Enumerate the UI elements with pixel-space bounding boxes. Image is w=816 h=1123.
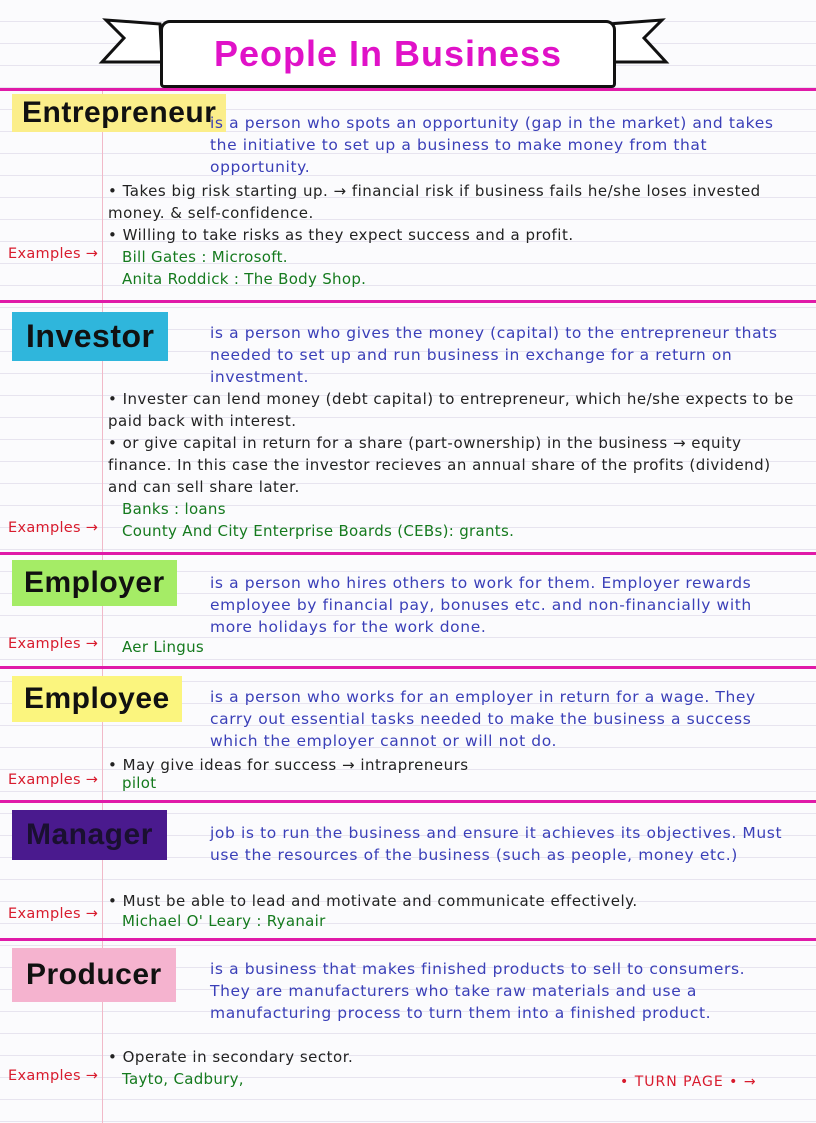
example-item: Bill Gates : Microsoft. <box>122 248 288 266</box>
investor-examples <box>122 498 514 542</box>
examples-label: Examples → <box>8 772 99 788</box>
entrepreneur-bullets <box>108 180 798 246</box>
employee-bullets <box>108 754 798 776</box>
list-item: • Operate in secondary sector. <box>108 1046 798 1068</box>
ribbon-left-decoration <box>98 18 168 68</box>
entrepreneur-definition: is a person who spots an opportunity (gap in the market) and takes the initiative to set up a business to make money from that opportunity. <box>210 114 774 176</box>
investor-bullets <box>108 388 798 498</box>
producer-label: Producer <box>12 948 176 1002</box>
section-entrepreneur <box>0 88 816 300</box>
examples-label: Examples → <box>8 520 99 536</box>
list-item: • Willing to take risks as they expect success and a profit. <box>108 224 798 246</box>
employer-definition: is a person who hires others to work for them. Employer rewards employee by financial pay, bonuses etc. and non-financially with more holidays for the work done. <box>210 574 752 636</box>
producer-definition: is a business that makes finished products to sell to consumers. They are manufacturers who take raw materials and use a manufacturing process to turn them into a finished product. <box>210 960 746 1022</box>
example-item: Banks : loans <box>122 500 226 518</box>
list-item: • May give ideas for success → intrapreneurs <box>108 754 798 776</box>
example-item: County And City Enterprise Boards (CEBs): grants. <box>122 522 515 540</box>
example-item: Anita Roddick : The Body Shop. <box>122 270 367 288</box>
example-item: Michael O' Leary : Ryanair <box>122 912 326 930</box>
examples-label: Examples → <box>8 246 99 262</box>
example-item: pilot <box>122 774 157 792</box>
example-item: Aer Lingus <box>122 638 205 656</box>
employee-examples <box>122 772 156 794</box>
entrepreneur-label: Entrepreneur <box>12 94 226 132</box>
section-employee <box>0 666 816 800</box>
section-investor <box>0 300 816 552</box>
investor-label: Investor <box>12 312 168 361</box>
producer-examples <box>122 1068 244 1090</box>
examples-label: Examples → <box>8 906 99 922</box>
list-item: • or give capital in return for a share (part-ownership) in the business → equity finance. In this case the investor recieves an annual share of the profits (dividend) and can sell share later. <box>108 432 798 498</box>
title-banner <box>160 20 616 88</box>
employer-examples <box>122 636 204 658</box>
employee-label: Employee <box>12 676 182 722</box>
examples-label: Examples → <box>8 1068 99 1084</box>
turn-page-note: • TURN PAGE • → <box>620 1074 757 1090</box>
employee-definition: is a person who works for an employer in return for a wage. They carry out essential tasks needed to make the business a success which the employer cannot or will not do. <box>210 688 756 750</box>
list-item: • Must be able to lead and motivate and communicate effectively. <box>108 890 798 912</box>
manager-definition: job is to run the business and ensure it achieves its objectives. Must use the resources of the business (such as people, money etc.) <box>210 824 783 864</box>
entrepreneur-examples <box>122 246 366 290</box>
manager-label: Manager <box>12 810 167 860</box>
investor-definition: is a person who gives the money (capital) to the entrepreneur thats needed to set up and run business in exchange for a return on investment. <box>210 324 778 386</box>
producer-bullets <box>108 1046 798 1068</box>
section-manager <box>0 800 816 938</box>
example-item: Tayto, Cadbury, <box>122 1070 244 1088</box>
employer-label: Employer <box>12 560 177 606</box>
list-item: • Takes big risk starting up. → financial risk if business fails he/she loses invested money. & self-confidence. <box>108 180 798 224</box>
page-title: People In Business <box>213 33 563 74</box>
list-item: • Invester can lend money (debt capital) to entrepreneur, which he/she expects to be paid back with interest. <box>108 388 798 432</box>
manager-examples <box>122 910 326 932</box>
manager-bullets <box>108 890 798 912</box>
section-producer <box>0 938 816 1123</box>
examples-label: Examples → <box>8 636 99 652</box>
section-employer <box>0 552 816 666</box>
